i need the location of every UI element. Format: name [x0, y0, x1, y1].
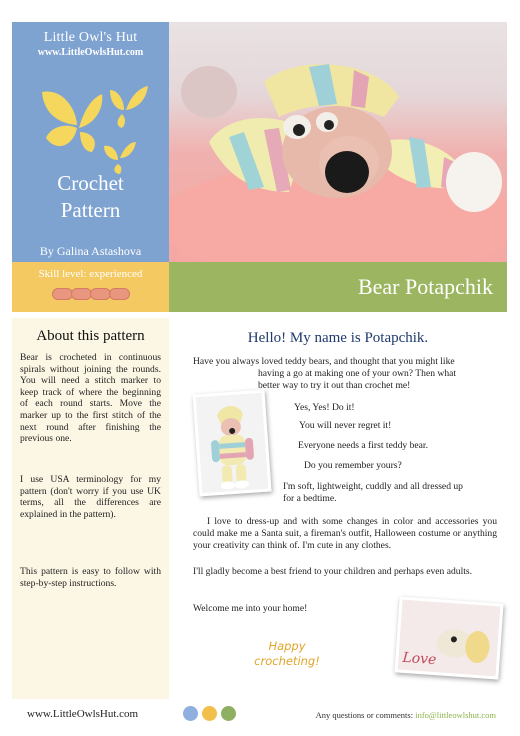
- dialog-line: I'm soft, lightweight, cuddly and all dressed up: [283, 481, 463, 492]
- bear-love-illustration: [398, 600, 501, 677]
- pattern-title-line2: Pattern: [60, 198, 121, 222]
- dress-paragraph: I love to dress-up and with some changes in color and accessories you could make me a Santa suit, a fireman's outfit, Halloween costume or anything your creativity can think of. I'm cute in any clothes.: [193, 516, 497, 551]
- dialog-line: You will never regret it!: [299, 420, 392, 431]
- bear-photo-illustration: [169, 22, 507, 262]
- main-heading: Hello! My name is Potapchik.: [247, 330, 429, 346]
- bear-standing-illustration: [196, 393, 269, 493]
- happy-crocheting: [240, 639, 334, 669]
- footer-dot-blue: [183, 706, 198, 721]
- skill-label: Skill level: experienced: [38, 268, 143, 280]
- footer-contact-label: Any questions or comments:: [315, 710, 416, 720]
- skill-block: [12, 262, 169, 312]
- pattern-title-line1: Crochet: [57, 171, 124, 195]
- skill-dot: [71, 288, 92, 300]
- author: By Galina Astashova: [39, 244, 142, 258]
- bear-love-photo: [394, 596, 503, 679]
- intro-line: Have you always loved teddy bears, and thought that you might like: [193, 356, 455, 367]
- footer-email-link[interactable]: info@littleowlshut.com: [415, 710, 496, 720]
- sidebar-paragraph: I use USA terminology for my pattern (don't worry if you use UK terms, all the differences are explained in the pattern).: [20, 474, 161, 520]
- sidebar-about: [12, 318, 169, 699]
- dialog-line: Yes, Yes! Do it!: [294, 402, 355, 413]
- footer-contact: [316, 710, 496, 720]
- sidebar-heading: About this pattern: [36, 328, 145, 344]
- sidebar-paragraph: Bear is crocheted in continuous spirals without joining the rounds. You will need a stitch marker to keep track of where the beginning of each round starts. Move the marker up to the first stitch of the next round after finishing the previous one.: [20, 352, 161, 445]
- skill-indicator: [12, 288, 169, 300]
- footer-dot-green: [221, 706, 236, 721]
- skill-dot: [52, 288, 73, 300]
- footer-url[interactable]: www.LittleOwlsHut.com: [27, 708, 139, 720]
- welcome-line: Welcome me into your home!: [193, 603, 308, 614]
- dialog-line: Do you remember yours?: [304, 460, 402, 471]
- skill-dot: [109, 288, 130, 300]
- skill-dot: [90, 288, 111, 300]
- dialog-line: for a bedtime.: [283, 493, 337, 504]
- pattern-title: [12, 170, 169, 224]
- footer-dots: [183, 706, 240, 721]
- sidebar-paragraph: This pattern is easy to follow with step-by-step instructions.: [20, 566, 161, 589]
- pattern-name-title: Bear Potapchik: [169, 262, 507, 312]
- brand-url: www.LittleOwlsHut.com: [37, 47, 144, 58]
- footer-dot-yellow: [202, 706, 217, 721]
- happy-line2: crocheting!: [254, 654, 320, 668]
- brand-name: Little Owl's Hut: [43, 30, 138, 45]
- love-text: Love: [401, 649, 437, 669]
- butterflies-icon: [32, 80, 152, 180]
- hero-photo: [169, 22, 507, 262]
- brand-block: [12, 22, 169, 262]
- intro-line: better way to try it out than crochet me!: [258, 380, 411, 391]
- happy-line1: Happy: [268, 639, 306, 653]
- bear-standing-photo: [193, 390, 272, 497]
- intro-line: having a go at making one of your own? Then what: [258, 368, 457, 379]
- friend-paragraph: I'll gladly become a best friend to your children and perhaps even adults.: [193, 566, 473, 577]
- dialog-line: Everyone needs a first teddy bear.: [298, 440, 428, 451]
